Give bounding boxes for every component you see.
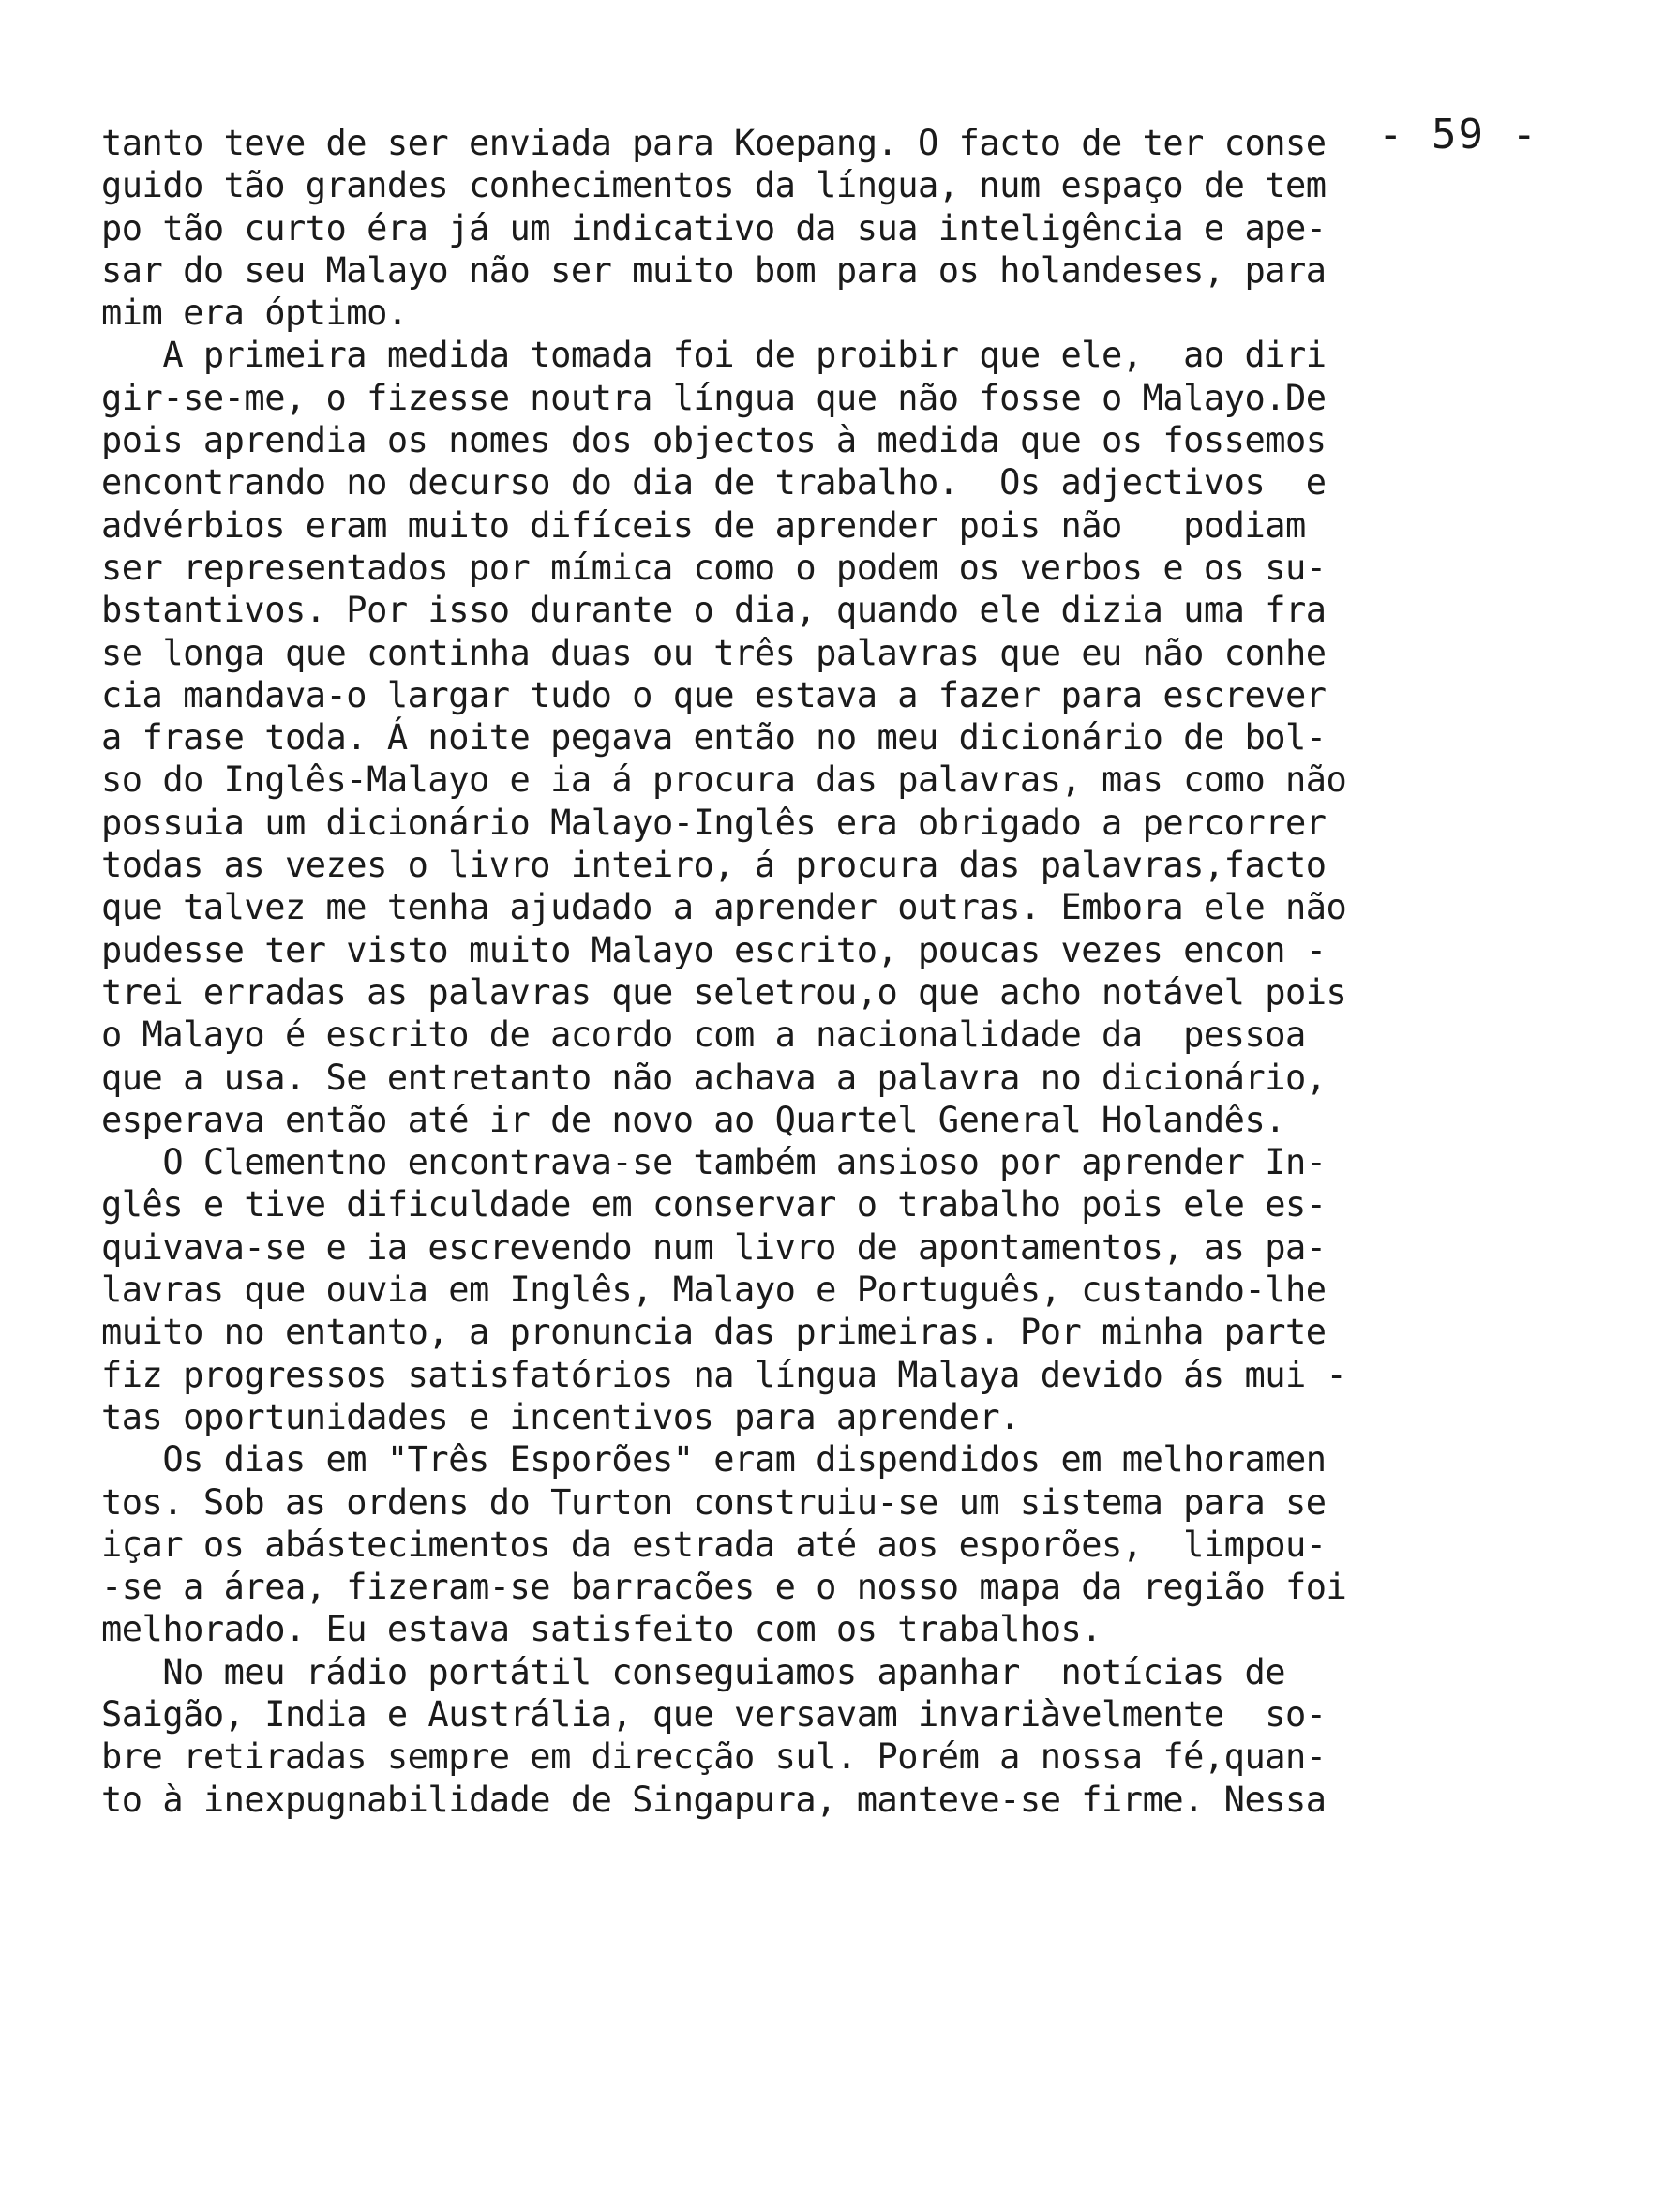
- text-line: so do Inglês-Malayo e ia á procura das palavras, mas como não: [101, 759, 1347, 801]
- page-number: - 59 -: [1378, 111, 1538, 158]
- text-line: a frase toda. Á noite pegava então no meu dicionário de bol-: [101, 717, 1327, 759]
- text-line: guido tão grandes conhecimentos da língua, num espaço de tem: [101, 165, 1327, 206]
- text-line: que talvez me tenha ajudado a aprender outras. Embora ele não: [101, 887, 1347, 928]
- text-line: tos. Sob as ordens do Turton construiu-se um sistema para se: [101, 1481, 1327, 1523]
- text-line: que a usa. Se entretanto não achava a palavra no dicionário,: [101, 1057, 1327, 1098]
- text-line: A primeira medida tomada foi de proibir que ele, ao diri: [101, 335, 1327, 376]
- text-line: fiz progressos satisfatórios na língua Malaya devido ás mui -: [101, 1354, 1347, 1395]
- text-line: esperava então até ir de novo ao Quartel General Holandês.: [101, 1099, 1286, 1140]
- text-line: pudesse ter visto muito Malayo escrito, poucas vezes encon -: [101, 929, 1327, 970]
- text-line: todas as vezes o livro inteiro, á procura das palavras,facto: [101, 845, 1327, 886]
- text-line: içar os abástecimentos da estrada até aos esporões, limpou-: [101, 1524, 1327, 1565]
- text-line: po tão curto éra já um indicativo da sua inteligência e ape-: [101, 207, 1327, 248]
- text-line: glês e tive dificuldade em conservar o trabalho pois ele es-: [101, 1184, 1327, 1225]
- text-line: to à inexpugnabilidade de Singapura, manteve-se firme. Nessa: [101, 1779, 1327, 1820]
- text-line: sar do seu Malayo não ser muito bom para os holandeses, para: [101, 249, 1327, 291]
- text-line: Saigão, India e Austrália, que versavam invariàvelmente so-: [101, 1693, 1327, 1735]
- text-line: tas oportunidades e incentivos para aprender.: [101, 1396, 1020, 1437]
- text-line: melhorado. Eu estava satisfeito com os trabalhos.: [101, 1609, 1102, 1650]
- text-line: cia mandava-o largar tudo o que estava a fazer para escrever: [101, 674, 1327, 715]
- text-line: encontrando no decurso do dia de trabalho. Os adjectivos e: [101, 462, 1327, 503]
- text-line: -se a área, fizeram-se barracões e o nosso mapa da região foi: [101, 1567, 1347, 1608]
- text-line: pois aprendia os nomes dos objectos à medida que os fossemos: [101, 420, 1327, 461]
- text-line: muito no entanto, a pronuncia das primeiras. Por minha parte: [101, 1312, 1327, 1353]
- text-line: mim era óptimo.: [101, 293, 408, 334]
- text-line: lavras que ouvia em Inglês, Malayo e Português, custando-lhe: [101, 1270, 1327, 1311]
- body-text: [101, 122, 1536, 1821]
- text-line: o Malayo é escrito de acordo com a nacionalidade da pessoa: [101, 1014, 1306, 1056]
- text-line: gir-se-me, o fizesse noutra língua que não fosse o Malayo.De: [101, 377, 1327, 418]
- text-line: bre retiradas sempre em direcção sul. Porém a nossa fé,quan-: [101, 1736, 1327, 1778]
- text-line: O Clementno encontrava-se também ansioso por aprender In-: [101, 1142, 1327, 1183]
- text-line: trei erradas as palavras que seletrou,o que acho notável pois: [101, 971, 1347, 1013]
- text-line: Os dias em "Três Esporões" eram dispendidos em melhoramen: [101, 1439, 1327, 1480]
- text-line: ser representados por mímica como o podem os verbos e os su-: [101, 547, 1327, 588]
- text-line: quivava-se e ia escrevendo num livro de apontamentos, as pa-: [101, 1226, 1327, 1268]
- text-line: No meu rádio portátil conseguiamos apanhar notícias de: [101, 1651, 1286, 1692]
- text-line: advérbios eram muito difíceis de aprender pois não podiam: [101, 504, 1306, 546]
- text-line: tanto teve de ser enviada para Koepang. O facto de ter conse: [101, 123, 1327, 163]
- text-line: possuia um dicionário Malayo-Inglês era obrigado a percorrer: [101, 802, 1327, 843]
- text-line: bstantivos. Por isso durante o dia, quando ele dizia uma fra: [101, 590, 1327, 631]
- text-line: se longa que continha duas ou três palavras que eu não conhe: [101, 632, 1327, 673]
